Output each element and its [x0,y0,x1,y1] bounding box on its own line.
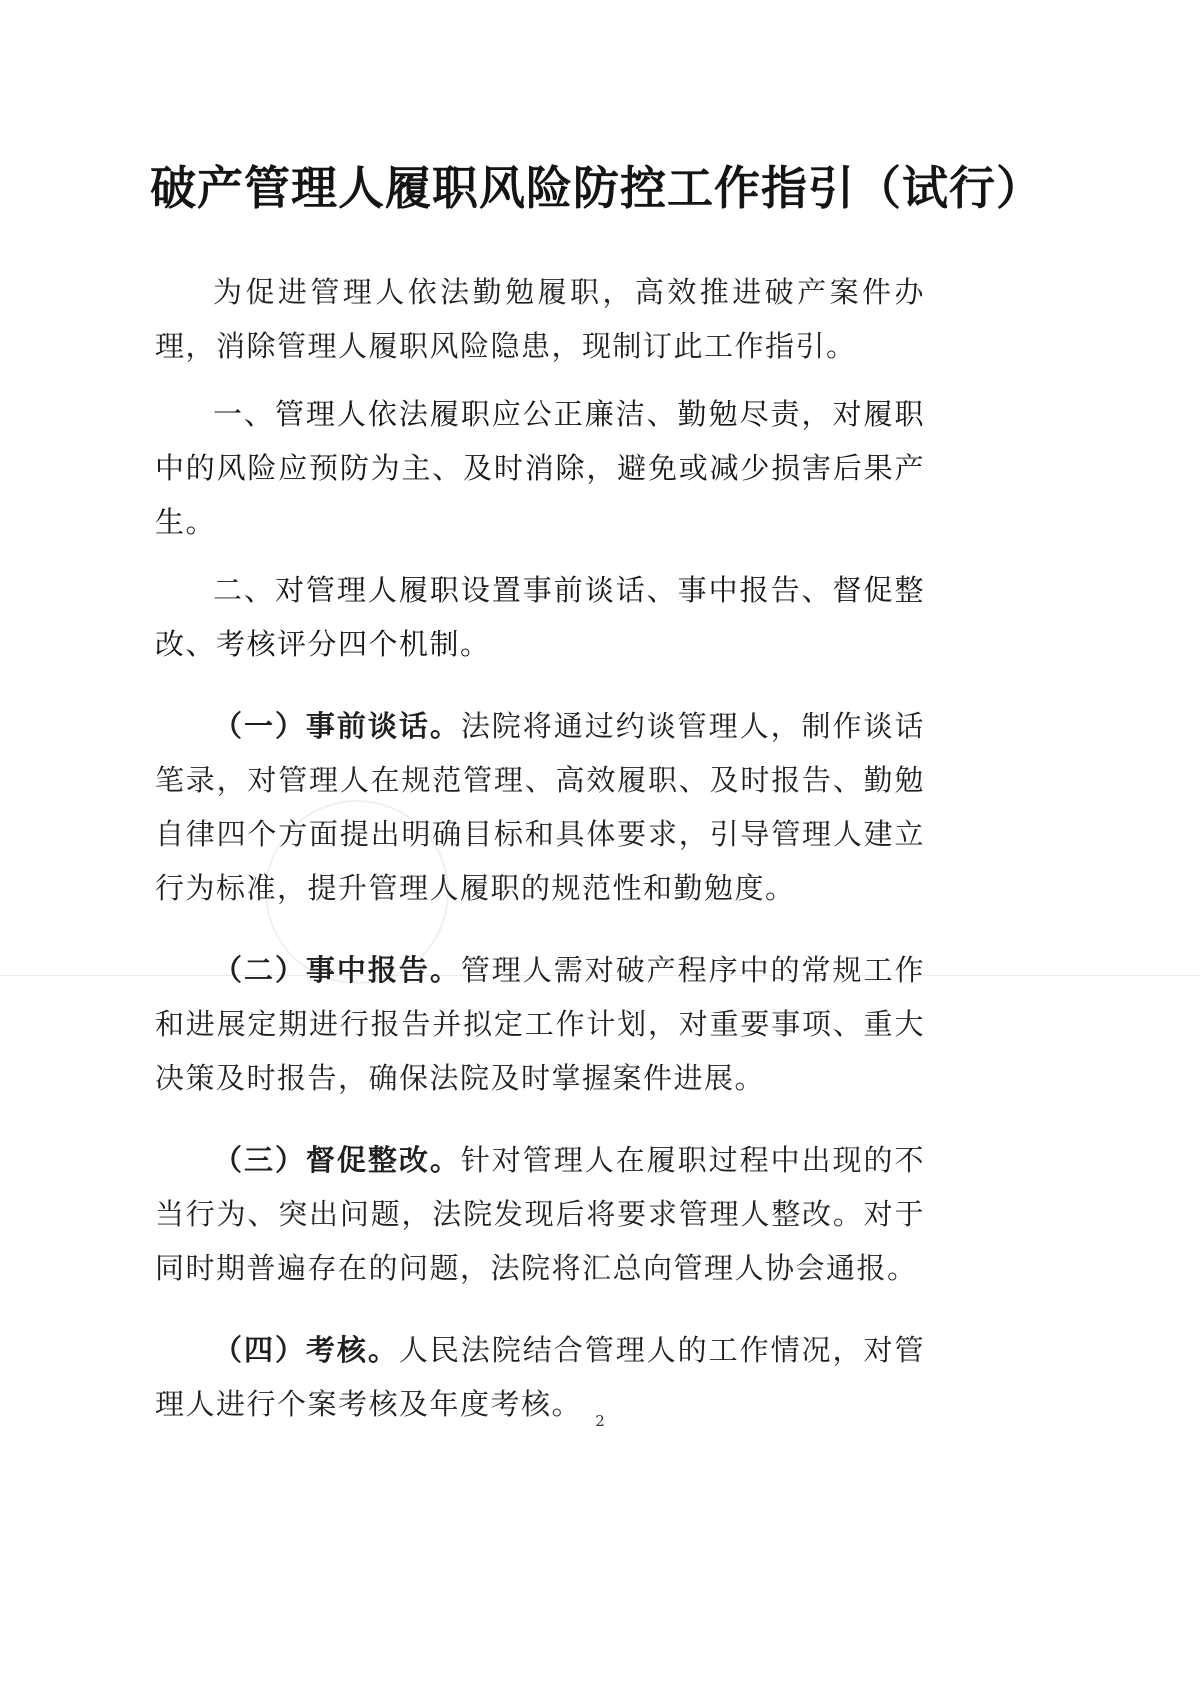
section-2-lead: （二）事中报告。 [213,953,461,987]
section-3-text: 针对管理人在履职过程中出现的不当行为、突出问题，法院发现后将要求管理人整改。对于同时期普遍存在的问题，法院将汇总向管理人协会通报。 [155,1143,925,1285]
section-4-lead: （四）考核。 [213,1333,399,1367]
document-title: 破产管理人履职风险防控工作指引（试行） [150,161,1043,215]
section-2-paragraph [155,943,925,1105]
page-number: 2 [595,1412,605,1430]
article-1-paragraph: 一、管理人依法履职应公正廉洁、勤勉尽责，对履职中的风险应预防为主、及时消除，避免或减少损害后果产生。 [155,397,925,539]
section-1-paragraph [155,699,925,915]
section-1-lead: （一）事前谈话。 [213,709,461,743]
section-4-text: 人民法院结合管理人的工作情况，对管理人进行个案考核及年度考核。 [155,1333,925,1421]
section-3-paragraph [155,1133,925,1295]
intro-paragraph: 为促进管理人依法勤勉履职，高效推进破产案件办理，消除管理人履职风险隐患，现制订此工作指引。 [155,275,925,363]
section-1-text: 法院将通过约谈管理人，制作谈话笔录，对管理人在规范管理、高效履职、及时报告、勤勉自律四个方面提出明确目标和具体要求，引导管理人建立行为标准，提升管理人履职的规范性和勤勉度。 [155,709,925,905]
section-3-lead: （三）督促整改。 [213,1143,461,1177]
section-2-text: 管理人需对破产程序中的常规工作和进展定期进行报告并拟定工作计划，对重要事项、重大决策及时报告，确保法院及时掌握案件进展。 [155,953,925,1095]
article-2-paragraph: 二、对管理人履职设置事前谈话、事中报告、督促整改、考核评分四个机制。 [155,573,925,661]
document-body [155,265,925,1431]
